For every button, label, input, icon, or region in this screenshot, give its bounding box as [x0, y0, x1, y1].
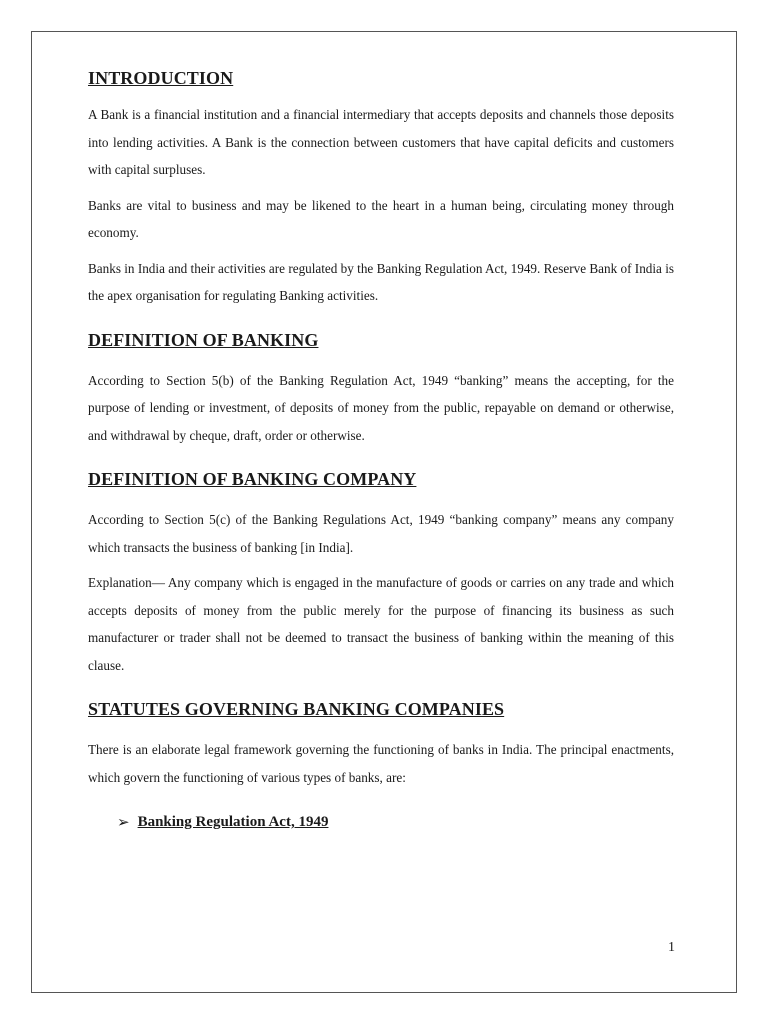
heading-introduction: INTRODUCTION [88, 68, 234, 88]
heading-statutes: STATUTES GOVERNING BANKING COMPANIES [88, 699, 505, 719]
heading-definition-banking: DEFINITION OF BANKING [88, 329, 319, 350]
bullet-label: Banking Regulation Act, 1949 [137, 814, 329, 830]
intro-paragraph-1: A Bank is a financial institution and a financial intermediary that accepts deposits and channels those deposits into lending activities. A Bank is the connection between customers that have capital deficits and customers with capital surpluses. [88, 107, 674, 177]
definition-company-paragraph-1: According to Section 5(c) of the Banking Regulations Act, 1949 “banking company” means any company which transacts the business of banking [in India]. [88, 512, 674, 555]
heading-definition-banking-company: DEFINITION OF BANKING COMPANY [88, 469, 417, 489]
intro-paragraph-2: Banks are vital to business and may be likened to the heart in a human being, circulating money through economy. [88, 197, 674, 240]
statutes-paragraph: There is an elaborate legal framework governing the functioning of banks in India. The principal enactments, which govern the functioning of various types of banks, are: [88, 742, 674, 785]
arrow-bullet-icon: ➢ [117, 813, 130, 831]
definition-company-explanation: Explanation— Any company which is engaged in the manufacture of goods or carries on any trade and which accepts deposits of money from the public merely for the purpose of financing its business as such manufacturer or trader shall not be deemed to transact the business of banking within the meaning of this clause. [88, 575, 674, 673]
bullet-item [117, 811, 674, 833]
definition-banking-paragraph: According to Section 5(b) of the Banking Regulation Act, 1949 “banking” means the accepting, for the purpose of lending or investment, of deposits of money from the public, repayable on demand or otherwise, and withdrawal by cheque, draft, order or otherwise. [88, 372, 674, 443]
page-number: 1 [668, 940, 675, 955]
intro-paragraph-3: Banks in India and their activities are regulated by the Banking Regulation Act, 1949. Reserve Bank of India is the apex organisation for regulating Banking activities. [88, 260, 674, 303]
document-body [88, 65, 674, 833]
